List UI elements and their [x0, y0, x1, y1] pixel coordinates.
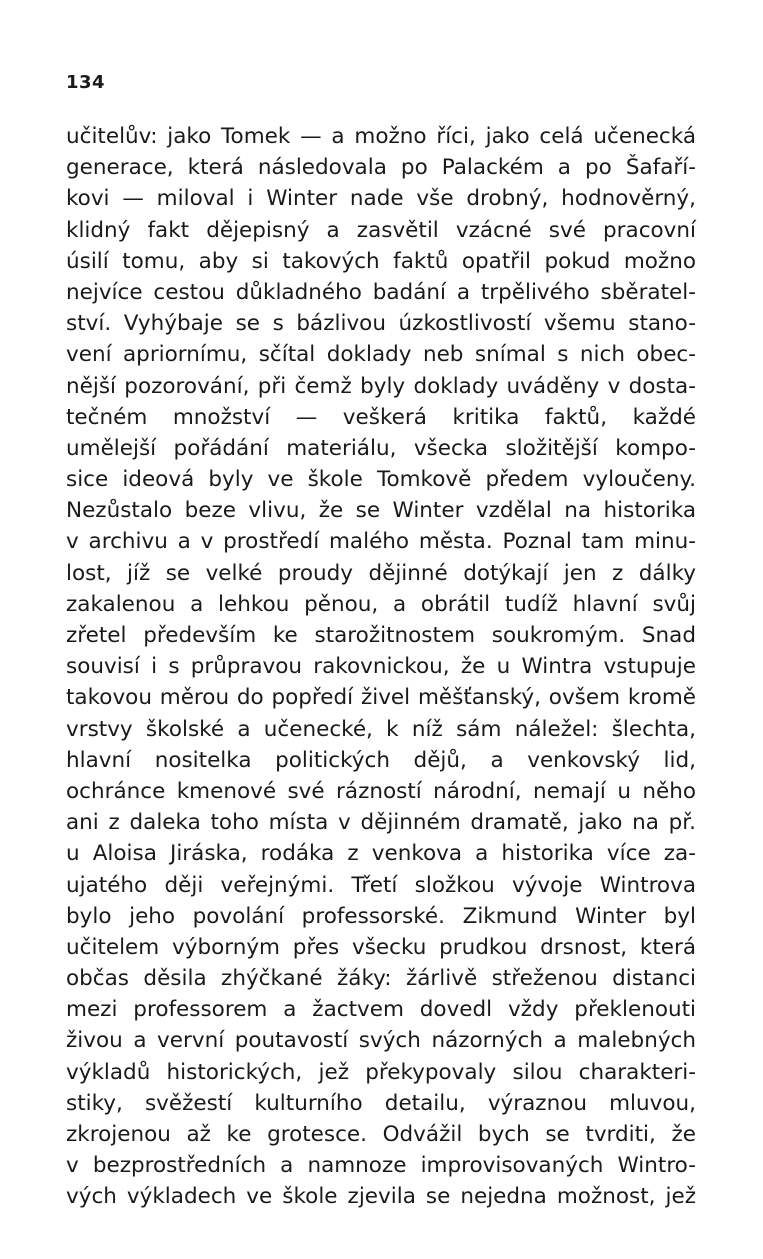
- text-line: u Aloisa Jiráska, rodáka z venkova a historika více za-: [66, 841, 696, 867]
- text-line: zakalenou a lehkou pěnou, a obrátil tudíž hlavní svůj: [66, 591, 696, 617]
- text-line: v archivu a v prostředí malého města. Poznal tam minu-: [66, 529, 696, 555]
- text-line: vých výkladech ve škole zjevila se nejedna možnost, jež: [66, 1184, 696, 1210]
- text-line: občas děsila zhýčkané žáky: žárlivě střeženou distanci: [66, 966, 696, 992]
- text-line: učitelův: jako Tomek — a možno říci, jako celá učenecká: [66, 124, 696, 149]
- text-line: zkrojenou až ke grotesce. Odvážil bych se tvrditi, že: [66, 1122, 696, 1147]
- text-line: Nezůstalo beze vlivu, že se Winter vzdělal na historika: [66, 498, 696, 524]
- text-line: v bezprostředních a namnoze improvisovaných Wintro-: [66, 1153, 696, 1179]
- text-line: ochránce kmenové své rázností národní, nemají u něho: [66, 778, 696, 804]
- text-line: souvisí i s průpravou rakovnickou, že u Wintra vstupuje: [66, 654, 696, 680]
- text-line: živou a vervní poutavostí svých názorných a malebných: [66, 1028, 696, 1054]
- text-line: ujatého ději veřejnými. Třetí složkou vývoje Wintrova: [66, 872, 696, 898]
- text-line: zřetel především ke starožitnostem soukromým. Snad: [66, 623, 696, 648]
- text-line: sice ideová byly ve škole Tomkově předem vyloučeny.: [66, 467, 696, 493]
- text-line: tečném množství — veškerá kritika faktů, každé: [66, 404, 696, 430]
- text-line: kovi — miloval i Winter nade vše drobný, hodnověrný,: [66, 186, 696, 212]
- text-line: klidný fakt dějepisný a zasvětil vzácné své pracovní: [66, 217, 696, 243]
- text-line: vrstvy školské a učenecké, k níž sám náležel: šlechta,: [66, 716, 696, 742]
- text-line: mezi professorem a žactvem dovedl vždy překlenouti: [66, 997, 696, 1023]
- text-line: takovou měrou do popředí živel měšťanský, ovšem kromě: [66, 685, 696, 711]
- text-line: stiky, svěžestí kulturního detailu, výraznou mluvou,: [66, 1090, 696, 1116]
- text-line: nější pozorování, při čemž byly doklady uváděny v dosta-: [66, 373, 696, 399]
- text-line: vení apriornímu, sčítal doklady neb snímal s nich obec-: [66, 342, 696, 368]
- text-line: lost, jíž se velké proudy dějinné dotýkají jen z dálky: [66, 560, 696, 586]
- text-line: ství. Vyhýbaje se s bázlivou úzkostlivostí všemu stano-: [66, 311, 696, 337]
- body-text: [66, 121, 696, 1213]
- text-line: učitelem výborným přes všecku prudkou drsnost, která: [66, 934, 696, 960]
- text-line: generace, která následovala po Palackém a po Šafaří-: [66, 155, 696, 181]
- text-line: bylo jeho povolání professorské. Zikmund Winter byl: [66, 903, 696, 929]
- text-line: umělejší pořádání materiálu, všecka složitější kompo-: [66, 435, 696, 461]
- text-line: nejvíce cestou důkladného badání a trpělivého sběratel-: [66, 279, 696, 305]
- text-line: výkladů historických, jež překypovaly silou charakteri-: [66, 1059, 696, 1085]
- text-line: úsilí tomu, aby si takových faktů opatřil pokud možno: [66, 248, 696, 274]
- text-line: hlavní nositelka politických dějů, a venkovský lid,: [66, 747, 696, 773]
- text-line: ani z daleka toho místa v dějinném dramatě, jako na př.: [66, 810, 696, 836]
- page-number: 134: [66, 72, 106, 93]
